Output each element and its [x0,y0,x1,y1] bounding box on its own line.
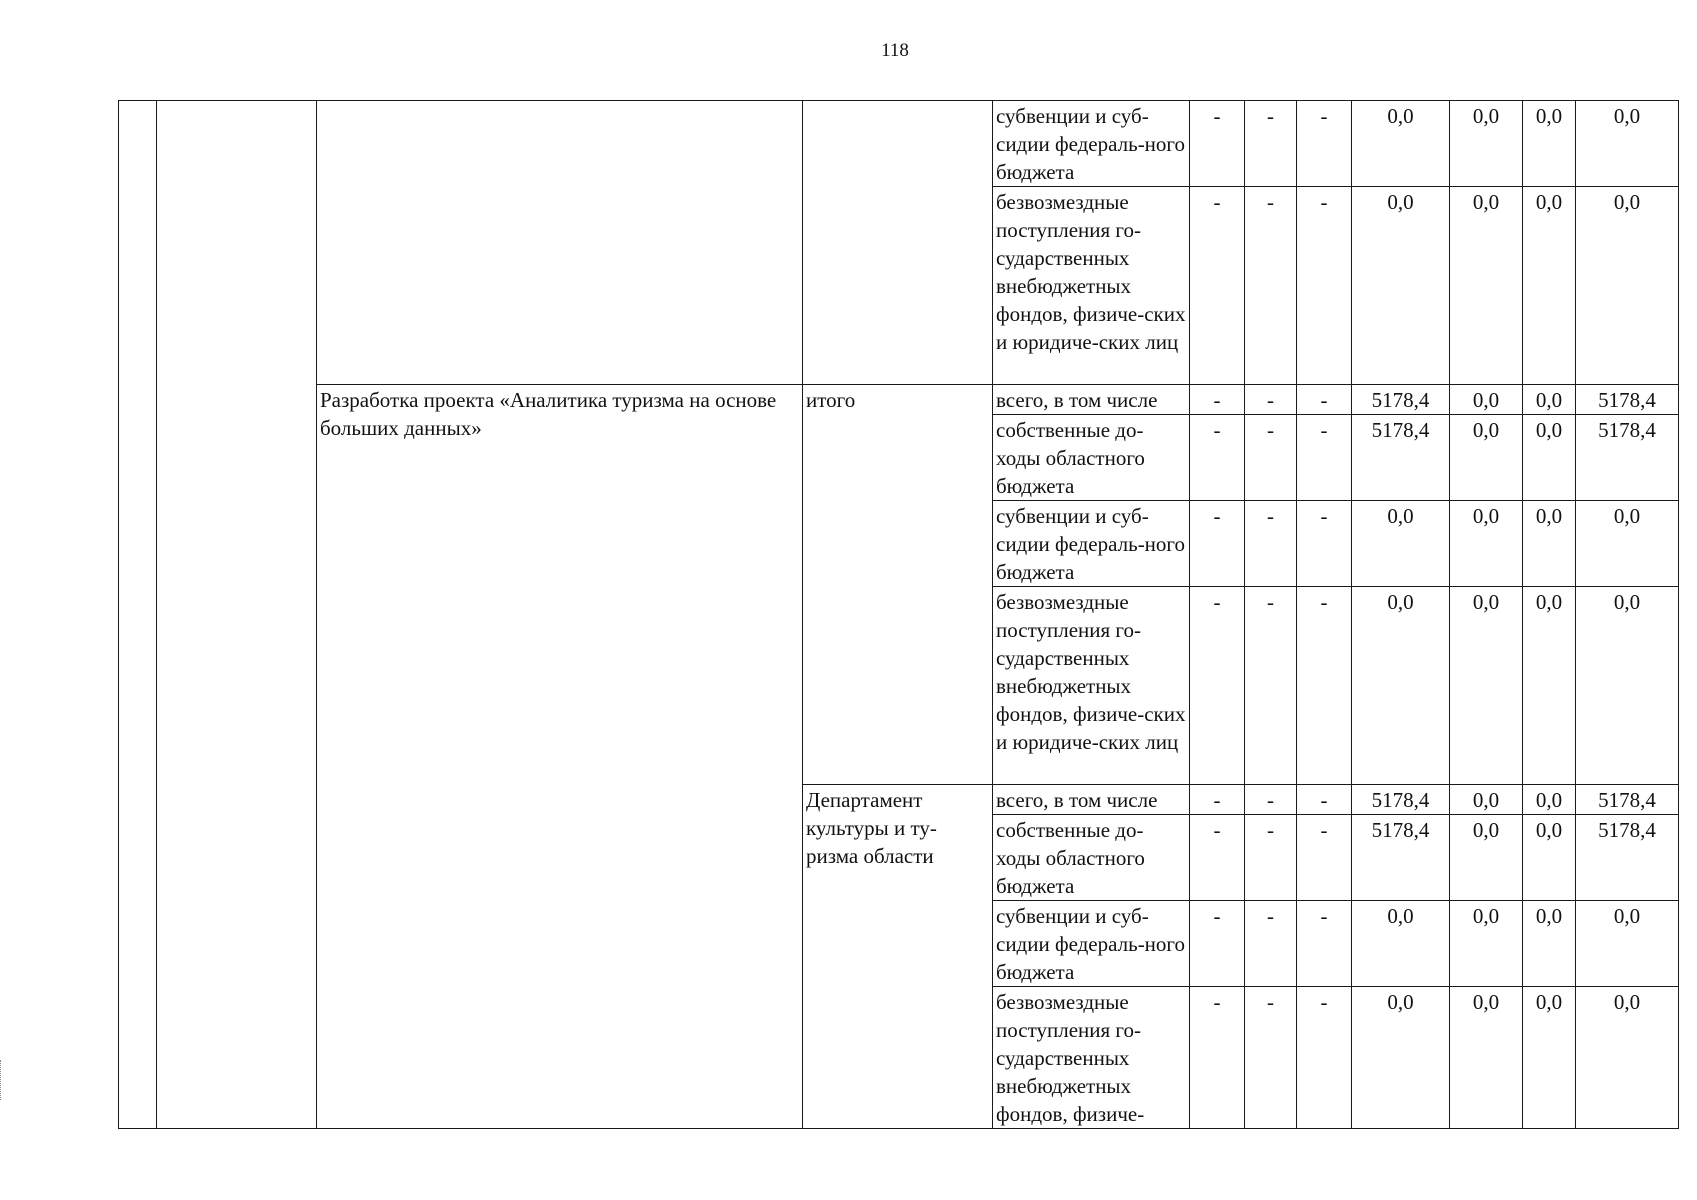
table-cell: 5178,4 [1352,785,1450,815]
number-column-cell [119,101,157,1129]
executor-cell-empty [803,101,993,385]
source-label: собственные до-ходы областного бюджета [993,415,1190,501]
table-cell: 0,0 [1576,901,1679,987]
table-cell: 0,0 [1450,785,1523,815]
table-cell: - [1297,187,1352,385]
source-label: субвенции и суб-сидии федераль-ного бюджета [993,101,1190,187]
table-cell: - [1245,587,1297,785]
table-cell: 0,0 [1576,587,1679,785]
indicator-column-cell [157,101,317,1129]
table-cell: 0,0 [1576,101,1679,187]
table-cell: 0,0 [1352,587,1450,785]
source-label: безвозмездные поступления го-сударственных внебюджетных фондов, физиче-ских и юридиче-ских лиц [993,187,1190,385]
table-cell: 0,0 [1450,815,1523,901]
source-label: субвенции и суб-сидии федераль-ного бюджета [993,501,1190,587]
project-name: Разработка проекта «Аналитика туризма на основе больших данных» [317,385,803,1129]
table-cell: - [1190,501,1245,587]
table-cell: - [1245,785,1297,815]
table-cell: 5178,4 [1576,385,1679,415]
table-cell: 0,0 [1450,987,1523,1129]
table-cell: 0,0 [1450,901,1523,987]
table-cell: 0,0 [1523,815,1576,901]
table-cell: - [1245,987,1297,1129]
table-cell: 0,0 [1352,187,1450,385]
table-cell: 0,0 [1523,901,1576,987]
table-cell: - [1245,101,1297,187]
table-cell: - [1190,187,1245,385]
table-cell: 0,0 [1523,501,1576,587]
table-cell: 0,0 [1523,385,1576,415]
table-cell: - [1245,815,1297,901]
table-cell: - [1245,187,1297,385]
source-label: безвозмездные поступления го-сударственных внебюджетных фондов, физиче-ских и юридиче-ских лиц [993,587,1190,785]
source-label: всего, в том числе [993,785,1190,815]
executor-total: итого [803,385,993,785]
table-cell: 5178,4 [1352,815,1450,901]
table-cell: - [1297,815,1352,901]
table-cell: 0,0 [1450,101,1523,187]
table-cell: 0,0 [1352,501,1450,587]
table-cell: 0,0 [1352,987,1450,1129]
table-cell: 5178,4 [1576,785,1679,815]
table-cell: 5178,4 [1352,415,1450,501]
source-label: субвенции и суб-сидии федераль-ного бюджета [993,901,1190,987]
table-cell: - [1245,501,1297,587]
table-cell: - [1190,587,1245,785]
table-cell: - [1297,385,1352,415]
table-cell: 0,0 [1576,987,1679,1129]
source-label: собственные до-ходы областного бюджета [993,815,1190,901]
table-cell: - [1190,101,1245,187]
table-cell: - [1297,987,1352,1129]
table-cell: 0,0 [1450,415,1523,501]
table-cell: 0,0 [1352,101,1450,187]
table-cell: 0,0 [1450,187,1523,385]
table-cell: - [1190,385,1245,415]
table-cell: 0,0 [1523,101,1576,187]
table-cell: - [1245,415,1297,501]
table-cell: - [1297,415,1352,501]
table-cell: 0,0 [1352,901,1450,987]
event-cell-empty [317,101,803,385]
table-cell: - [1190,785,1245,815]
table-cell: 5178,4 [1352,385,1450,415]
table-cell: 0,0 [1523,587,1576,785]
table-cell: 0,0 [1523,415,1576,501]
source-label: всего, в том числе [993,385,1190,415]
executor-department: Департамент культуры и ту-ризма области [803,785,993,1129]
table-cell: 5178,4 [1576,815,1679,901]
table-row [119,385,1679,415]
table-cell: 0,0 [1523,987,1576,1129]
table-cell: - [1190,415,1245,501]
table-cell: - [1190,815,1245,901]
table-cell: - [1190,987,1245,1129]
table-cell: 0,0 [1450,385,1523,415]
table-cell: 0,0 [1450,587,1523,785]
scan-margin-mark [0,1060,4,1100]
table-cell: 0,0 [1523,187,1576,385]
source-label: безвозмездные поступления го-сударственных внебюджетных фондов, физиче- [993,987,1190,1129]
budget-table [118,100,1679,1129]
table-cell: - [1297,101,1352,187]
table-cell: 0,0 [1576,501,1679,587]
table-cell: 0,0 [1576,187,1679,385]
table-cell: - [1245,385,1297,415]
table-cell: 0,0 [1523,785,1576,815]
table-cell: - [1297,501,1352,587]
table-row [119,101,1679,187]
table-cell: - [1297,785,1352,815]
table-cell: - [1190,901,1245,987]
page-number: 118 [881,40,909,61]
table-cell: - [1297,901,1352,987]
table-cell: - [1297,587,1352,785]
table-cell: - [1245,901,1297,987]
table-cell: 5178,4 [1576,415,1679,501]
table-cell: 0,0 [1450,501,1523,587]
